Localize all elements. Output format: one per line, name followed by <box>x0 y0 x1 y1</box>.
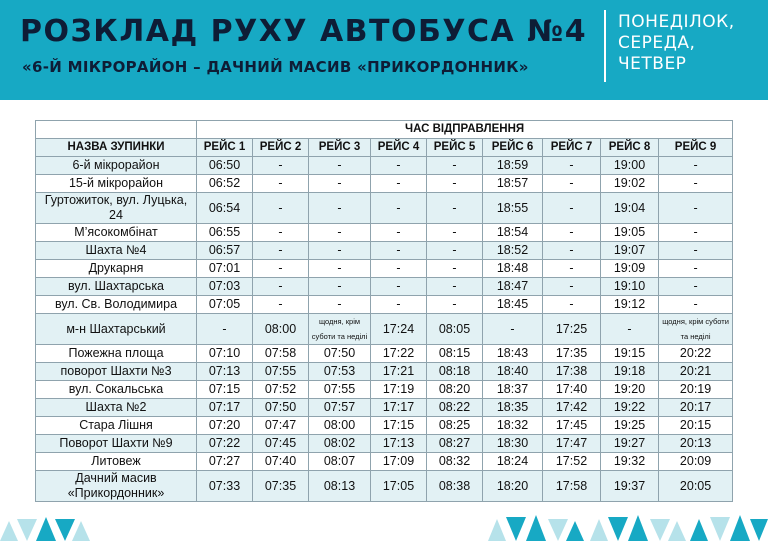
table-row <box>36 381 733 399</box>
time-cell: 18:37 <box>483 381 543 399</box>
trip-header: РЕЙС 9 <box>659 139 733 157</box>
time-cell: 06:50 <box>197 157 253 175</box>
table-row <box>36 296 733 314</box>
time-cell: - <box>427 193 483 224</box>
time-cell: - <box>601 314 659 345</box>
time-cell: 18:32 <box>483 417 543 435</box>
table-row <box>36 435 733 453</box>
time-cell: - <box>253 242 309 260</box>
time-cell: - <box>543 278 601 296</box>
time-cell: 08:25 <box>427 417 483 435</box>
time-cell: 07:22 <box>197 435 253 453</box>
time-cell: 07:55 <box>253 363 309 381</box>
time-cell: - <box>371 260 427 278</box>
time-cell: 08:18 <box>427 363 483 381</box>
trip-header: РЕЙС 2 <box>253 139 309 157</box>
decor-triangle <box>548 519 568 541</box>
time-cell: 08:13 <box>309 471 371 502</box>
time-cell: 18:30 <box>483 435 543 453</box>
time-cell: 19:09 <box>601 260 659 278</box>
page-title: РОЗКЛАД РУХУ АВТОБУСА №4 <box>20 14 588 49</box>
time-cell: - <box>371 224 427 242</box>
decor-triangle <box>608 517 628 541</box>
day-label: СЕРЕДА, <box>618 33 696 53</box>
time-cell: 17:45 <box>543 417 601 435</box>
time-cell: - <box>253 260 309 278</box>
time-cell: - <box>309 193 371 224</box>
time-cell: 17:22 <box>371 345 427 363</box>
trip-header: РЕЙС 8 <box>601 139 659 157</box>
decor-triangle <box>690 519 708 541</box>
table-row <box>36 471 733 502</box>
time-cell: 07:50 <box>253 399 309 417</box>
decor-triangle <box>628 515 648 541</box>
time-cell: 08:20 <box>427 381 483 399</box>
time-cell: 17:40 <box>543 381 601 399</box>
time-cell: 08:32 <box>427 453 483 471</box>
time-cell: 18:40 <box>483 363 543 381</box>
time-cell: 07:27 <box>197 453 253 471</box>
time-cell: 17:21 <box>371 363 427 381</box>
time-cell: 20:17 <box>659 399 733 417</box>
decor-triangle <box>488 519 506 541</box>
table-row <box>36 417 733 435</box>
time-cell: 19:25 <box>601 417 659 435</box>
time-cell: 17:24 <box>371 314 427 345</box>
stop-name-cell: Пожежна площа <box>36 345 197 363</box>
time-cell: щодня, крім суботи та неділі <box>659 314 733 345</box>
time-cell: 07:52 <box>253 381 309 399</box>
time-cell: 17:05 <box>371 471 427 502</box>
time-cell: 17:35 <box>543 345 601 363</box>
stop-name-cell: Поворот Шахти №9 <box>36 435 197 453</box>
time-cell: 07:20 <box>197 417 253 435</box>
time-cell: 17:47 <box>543 435 601 453</box>
decor-triangle <box>0 521 18 541</box>
time-cell: - <box>483 314 543 345</box>
time-cell: - <box>659 193 733 224</box>
day-label: ПОНЕДІЛОК, <box>618 12 735 32</box>
time-cell: - <box>253 193 309 224</box>
header-divider <box>604 10 606 82</box>
stop-name-cell: Друкарня <box>36 260 197 278</box>
time-cell: - <box>371 278 427 296</box>
stop-name-cell: вул. Сокальська <box>36 381 197 399</box>
time-cell: 07:57 <box>309 399 371 417</box>
time-cell: - <box>659 278 733 296</box>
stop-name-cell: Литовеж <box>36 453 197 471</box>
time-cell: 20:15 <box>659 417 733 435</box>
time-cell: - <box>309 157 371 175</box>
time-cell: - <box>371 242 427 260</box>
time-cell: - <box>427 296 483 314</box>
time-cell: - <box>543 157 601 175</box>
decor-triangle <box>17 519 37 541</box>
trip-header: РЕЙС 6 <box>483 139 543 157</box>
time-cell: - <box>659 224 733 242</box>
time-cell: 07:33 <box>197 471 253 502</box>
time-cell: 08:00 <box>309 417 371 435</box>
time-cell: - <box>427 224 483 242</box>
stop-name-cell: Шахта №4 <box>36 242 197 260</box>
time-cell: 20:05 <box>659 471 733 502</box>
time-cell: - <box>253 224 309 242</box>
table-row <box>36 314 733 345</box>
table-row <box>36 242 733 260</box>
stop-name-cell: вул. Шахтарська <box>36 278 197 296</box>
time-cell: - <box>253 278 309 296</box>
time-cell: - <box>309 260 371 278</box>
decor-triangle <box>730 515 750 541</box>
time-cell: - <box>543 175 601 193</box>
time-cell: 19:20 <box>601 381 659 399</box>
decor-triangle <box>590 519 608 541</box>
time-cell: 20:13 <box>659 435 733 453</box>
time-cell: - <box>427 242 483 260</box>
operating-days <box>618 12 735 75</box>
time-cell: 19:18 <box>601 363 659 381</box>
header-banner <box>0 0 768 100</box>
time-cell: 18:52 <box>483 242 543 260</box>
time-cell: 18:20 <box>483 471 543 502</box>
time-cell: 07:45 <box>253 435 309 453</box>
stop-name-cell: м-н Шахтарський <box>36 314 197 345</box>
time-cell: - <box>427 260 483 278</box>
trip-header: РЕЙС 1 <box>197 139 253 157</box>
time-cell: - <box>427 157 483 175</box>
time-cell: 07:15 <box>197 381 253 399</box>
time-cell: 19:32 <box>601 453 659 471</box>
time-cell: 08:38 <box>427 471 483 502</box>
time-cell: 18:59 <box>483 157 543 175</box>
time-cell: - <box>543 224 601 242</box>
time-cell: - <box>543 296 601 314</box>
schedule-body <box>36 157 733 502</box>
time-cell: 17:09 <box>371 453 427 471</box>
route-subtitle: «6-Й МІКРОРАЙОН – ДАЧНИЙ МАСИВ «ПРИКОРДОННИК» <box>22 58 529 76</box>
time-cell: - <box>543 193 601 224</box>
time-cell: 07:35 <box>253 471 309 502</box>
time-cell: 06:55 <box>197 224 253 242</box>
time-cell: 18:43 <box>483 345 543 363</box>
time-cell: 18:48 <box>483 260 543 278</box>
corner-cell <box>36 121 197 139</box>
column-header-row <box>36 139 733 157</box>
decor-triangle <box>710 517 730 541</box>
time-cell: 07:01 <box>197 260 253 278</box>
table-row <box>36 363 733 381</box>
decor-triangle <box>566 521 584 541</box>
stop-name-cell: 6-й мікрорайон <box>36 157 197 175</box>
time-cell: 07:53 <box>309 363 371 381</box>
time-cell: 17:42 <box>543 399 601 417</box>
time-cell: 19:12 <box>601 296 659 314</box>
time-cell: 06:57 <box>197 242 253 260</box>
stop-name-header: НАЗВА ЗУПИНКИ <box>36 139 197 157</box>
time-cell: 19:02 <box>601 175 659 193</box>
decor-triangle <box>506 517 526 541</box>
departure-time-header: ЧАС ВІДПРАВЛЕННЯ <box>197 121 733 139</box>
time-cell: 19:07 <box>601 242 659 260</box>
time-cell: - <box>309 296 371 314</box>
time-cell: 18:47 <box>483 278 543 296</box>
time-cell: 20:21 <box>659 363 733 381</box>
time-cell: - <box>371 296 427 314</box>
time-cell: 17:13 <box>371 435 427 453</box>
table-row <box>36 157 733 175</box>
decor-triangle <box>36 517 56 541</box>
time-cell: 19:37 <box>601 471 659 502</box>
time-cell: - <box>427 278 483 296</box>
stop-name-cell: 15-й мікрорайон <box>36 175 197 193</box>
time-cell: 17:15 <box>371 417 427 435</box>
table-row <box>36 175 733 193</box>
table-row <box>36 399 733 417</box>
time-cell: - <box>659 260 733 278</box>
table-row <box>36 345 733 363</box>
time-cell: 19:15 <box>601 345 659 363</box>
trip-header: РЕЙС 7 <box>543 139 601 157</box>
time-cell: 07:03 <box>197 278 253 296</box>
table-row <box>36 278 733 296</box>
stop-name-cell: М’ясокомбінат <box>36 224 197 242</box>
time-cell: 18:57 <box>483 175 543 193</box>
time-cell: 17:38 <box>543 363 601 381</box>
time-cell: 17:19 <box>371 381 427 399</box>
time-cell: - <box>253 296 309 314</box>
time-cell: 18:55 <box>483 193 543 224</box>
time-cell: - <box>197 314 253 345</box>
stop-name-cell: Шахта №2 <box>36 399 197 417</box>
decor-triangle <box>650 519 670 541</box>
time-cell: - <box>371 157 427 175</box>
time-cell: 18:35 <box>483 399 543 417</box>
time-cell: - <box>427 175 483 193</box>
time-cell: 17:58 <box>543 471 601 502</box>
time-cell: - <box>253 175 309 193</box>
decor-triangle <box>72 521 90 541</box>
time-cell: - <box>309 224 371 242</box>
time-cell: - <box>371 175 427 193</box>
time-cell: 08:27 <box>427 435 483 453</box>
time-cell: 08:05 <box>427 314 483 345</box>
time-cell: 07:17 <box>197 399 253 417</box>
time-cell: 19:22 <box>601 399 659 417</box>
time-cell: - <box>543 242 601 260</box>
time-cell: 18:45 <box>483 296 543 314</box>
time-cell: 19:05 <box>601 224 659 242</box>
time-cell: 19:27 <box>601 435 659 453</box>
time-cell: - <box>543 260 601 278</box>
time-cell: - <box>659 175 733 193</box>
time-cell: 07:47 <box>253 417 309 435</box>
decor-triangle <box>668 521 686 541</box>
time-cell: - <box>309 242 371 260</box>
stop-name-cell: Гуртожиток, вул. Луцька, 24 <box>36 193 197 224</box>
time-cell: 19:10 <box>601 278 659 296</box>
time-cell: - <box>659 242 733 260</box>
stop-name-cell: Стара Лішня <box>36 417 197 435</box>
time-cell: 08:00 <box>253 314 309 345</box>
time-cell: - <box>253 157 309 175</box>
decor-triangle <box>750 519 768 541</box>
time-cell: 17:17 <box>371 399 427 417</box>
table-row <box>36 260 733 278</box>
table-row <box>36 453 733 471</box>
time-cell: 20:22 <box>659 345 733 363</box>
time-cell: - <box>309 175 371 193</box>
time-cell: 08:07 <box>309 453 371 471</box>
day-label: ЧЕТВЕР <box>618 54 687 74</box>
trip-header: РЕЙС 4 <box>371 139 427 157</box>
stop-name-cell: вул. Св. Володимира <box>36 296 197 314</box>
time-cell: 20:19 <box>659 381 733 399</box>
time-cell: 07:10 <box>197 345 253 363</box>
time-cell: щодня, крім суботи та неділі <box>309 314 371 345</box>
time-cell: 07:50 <box>309 345 371 363</box>
schedule-table <box>35 120 733 502</box>
trip-header: РЕЙС 5 <box>427 139 483 157</box>
time-cell: 07:13 <box>197 363 253 381</box>
table-row <box>36 193 733 224</box>
table-row <box>36 224 733 242</box>
stop-name-cell: поворот Шахти №3 <box>36 363 197 381</box>
time-cell: 08:15 <box>427 345 483 363</box>
time-cell: 17:52 <box>543 453 601 471</box>
time-cell: 07:40 <box>253 453 309 471</box>
time-cell: 18:54 <box>483 224 543 242</box>
decor-triangle <box>526 515 546 541</box>
time-cell: 08:22 <box>427 399 483 417</box>
time-cell: - <box>659 296 733 314</box>
time-cell: 19:04 <box>601 193 659 224</box>
time-cell: 18:24 <box>483 453 543 471</box>
time-cell: 17:25 <box>543 314 601 345</box>
time-cell: 20:09 <box>659 453 733 471</box>
stop-name-cell: Дачний масив «Прикордонник» <box>36 471 197 502</box>
time-cell: 19:00 <box>601 157 659 175</box>
time-cell: - <box>371 193 427 224</box>
time-cell: 08:02 <box>309 435 371 453</box>
time-cell: 07:58 <box>253 345 309 363</box>
trip-header: РЕЙС 3 <box>309 139 371 157</box>
time-cell: - <box>659 157 733 175</box>
time-cell: 06:52 <box>197 175 253 193</box>
time-cell: 06:54 <box>197 193 253 224</box>
time-cell: 07:05 <box>197 296 253 314</box>
time-cell: 07:55 <box>309 381 371 399</box>
time-cell: - <box>309 278 371 296</box>
